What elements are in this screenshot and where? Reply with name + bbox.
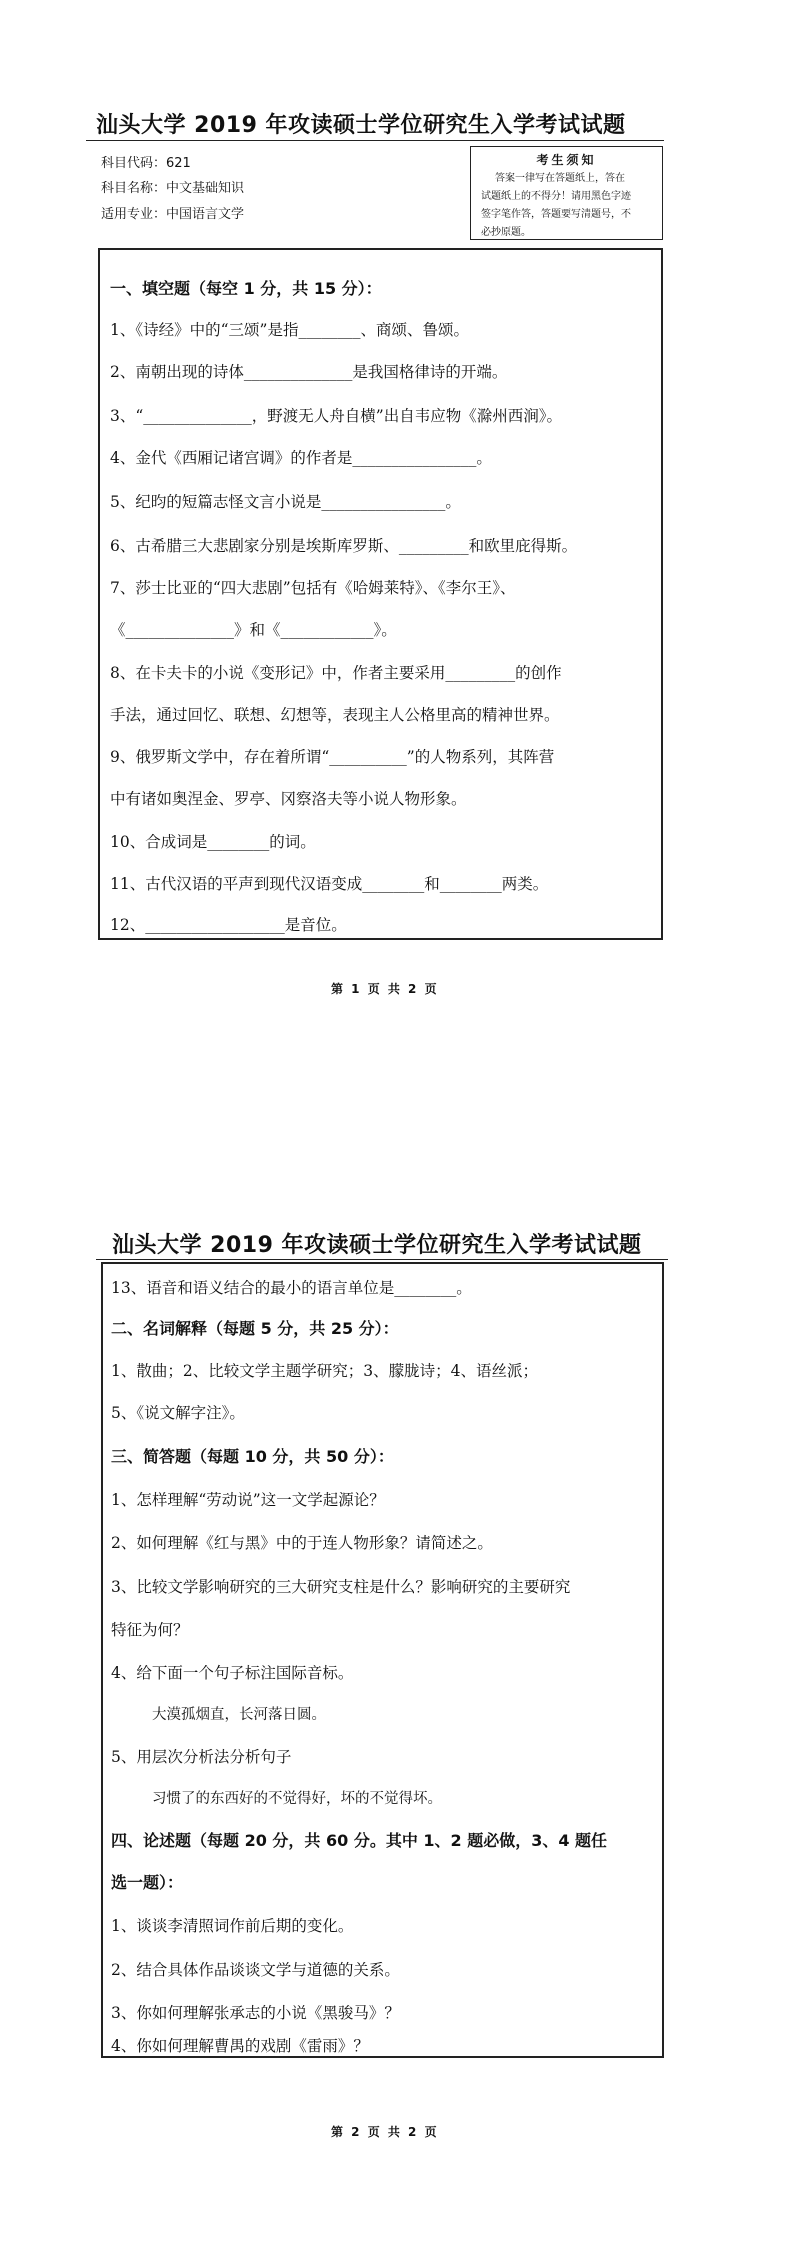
question-line: 3、“______________，野渡无人舟自横”出自韦应物《滁州西涧》。 [110, 407, 562, 425]
notice-line: 签字笔作答，答题要写清题号，不 [481, 209, 631, 220]
question-line: 2、如何理解《红与黑》中的于连人物形象？请简述之。 [111, 1534, 493, 1552]
candidate-notice-box [470, 146, 663, 240]
question-line: 8、在卡夫卡的小说《变形记》中，作者主要采用_________的创作 [110, 664, 562, 682]
notice-line: 必抄原题。 [481, 227, 531, 238]
notice-line: 试题纸上的不得分！请用黑色字迹 [481, 191, 631, 202]
question-line: 7、莎士比亚的“四大悲剧”包括有《哈姆莱特》、《李尔王》、 [110, 579, 516, 597]
question-line: 6、古希腊三大悲剧家分别是埃斯库罗斯、_________和欧里庇得斯。 [110, 537, 578, 555]
notice-body [471, 168, 662, 242]
question-line: 1、散曲；2、比较文学主题学研究；3、朦胧诗；4、语丝派； [111, 1362, 538, 1380]
question-line: 4、给下面一个句子标注国际音标。 [111, 1664, 354, 1682]
question-line: 5、《说文解字注》。 [111, 1404, 245, 1422]
page1-title: 汕头大学 2019 年攻读硕士学位研究生入学考试试题 [96, 113, 626, 138]
question-line: 2、南朝出现的诗体______________是我国格律诗的开端。 [110, 363, 508, 381]
question-line: 3、比较文学影响研究的三大研究支柱是什么？影响研究的主要研究 [111, 1578, 571, 1596]
section-heading: 四、论述题（每题 20 分，共 60 分。其中 1、2 题必做，3、4 题任 [111, 1831, 608, 1850]
subject-code: 科目代码：621 [101, 156, 191, 171]
question-line: 5、用层次分析法分析句子 [111, 1748, 292, 1766]
question-line: 12、__________________是音位。 [110, 916, 347, 934]
page1-footer: 第 1 页 共 2 页 [331, 982, 439, 996]
question-line: 1、谈谈李清照词作前后期的变化。 [111, 1917, 354, 1935]
section-heading: 二、名词解释（每题 5 分，共 25 分）： [111, 1319, 399, 1338]
page2-question-box [101, 1262, 664, 2058]
question-line: 4、你如何理解曹禺的戏剧《雷雨》？ [111, 2037, 369, 2055]
question-line: 13、语音和语义结合的最小的语言单位是________。 [111, 1279, 472, 1297]
question-line: 中有诸如奥涅金、罗亭、冈察洛夫等小说人物形象。 [110, 790, 467, 808]
ipa-sentence: 大漠孤烟直，长河落日圆。 [152, 1707, 326, 1723]
question-line: 《______________》和《____________》。 [110, 621, 397, 639]
page2-footer: 第 2 页 共 2 页 [331, 2125, 439, 2139]
question-line: 特征为何？ [111, 1621, 189, 1639]
notice-line: 答案一律写在答题纸上，答在 [495, 173, 625, 184]
applicable-major: 适用专业：中国语言文学 [101, 207, 245, 222]
question-line: 手法，通过回忆、联想、幻想等，表现主人公格里高的精神世界。 [110, 706, 560, 724]
question-line: 1、《诗经》中的“三颂”是指________、商颂、鲁颂。 [110, 321, 469, 339]
question-line: 10、合成词是________的词。 [110, 833, 316, 851]
question-line: 4、金代《西厢记诸宫调》的作者是________________。 [110, 449, 492, 467]
section-heading-cont: 选一题）： [111, 1873, 184, 1892]
notice-title: 考生须知 [536, 153, 597, 167]
section-heading: 三、简答题（每题 10 分，共 50 分）： [111, 1447, 394, 1466]
page2-title-rule [96, 1259, 668, 1260]
question-line: 1、怎样理解“劳动说”这一文学起源论？ [111, 1491, 385, 1509]
page2-title: 汕头大学 2019 年攻读硕士学位研究生入学考试试题 [112, 1233, 642, 1258]
question-line: 11、古代汉语的平声到现代汉语变成________和________两类。 [110, 875, 549, 893]
question-line: 3、你如何理解张承志的小说《黑骏马》？ [111, 2004, 400, 2022]
analysis-sentence: 习惯了的东西好的不觉得好，坏的不觉得坏。 [152, 1791, 442, 1807]
page1-title-rule [86, 140, 664, 141]
question-line: 5、纪昀的短篇志怪文言小说是________________。 [110, 493, 461, 511]
question-line: 2、结合具体作品谈谈文学与道德的关系。 [111, 1961, 400, 1979]
question-line: 9、俄罗斯文学中，存在着所谓“__________”的人物系列，其阵营 [110, 748, 555, 766]
section-heading: 一、填空题（每空 1 分，共 15 分）： [110, 279, 382, 298]
subject-name: 科目名称：中文基础知识 [101, 181, 245, 196]
